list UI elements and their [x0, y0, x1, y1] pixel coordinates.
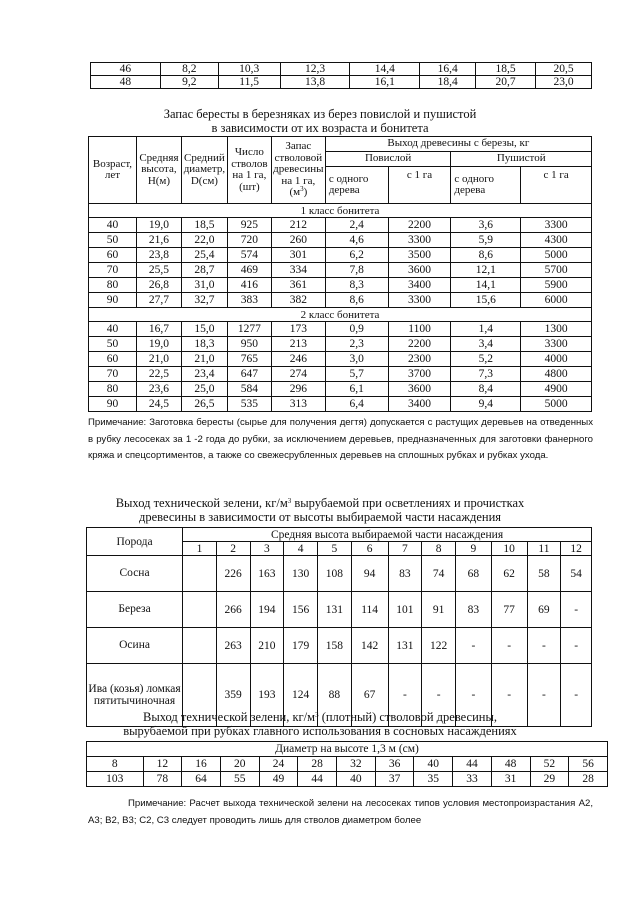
table-cell: 3500 — [388, 248, 451, 263]
table-cell: 4000 — [521, 352, 592, 367]
birch-bark-title-line1: Запас бересты в березняках из берез повислой и пушистой — [163, 107, 477, 121]
table-cell: 263 — [216, 628, 250, 664]
table-cell: 91 — [422, 592, 456, 628]
header-pubescent-per-ha: с 1 га — [521, 167, 592, 204]
table-cell: 2200 — [388, 218, 451, 233]
table-cell: 246 — [271, 352, 325, 367]
diameter-cell: 12 — [143, 757, 182, 772]
table-cell: 296 — [271, 382, 325, 397]
table-cell: 21,0 — [136, 352, 181, 367]
table-cell: 3400 — [388, 397, 451, 412]
table-cell: 60 — [89, 352, 137, 367]
green-main-title — [0, 710, 640, 738]
table-cell: 23,4 — [181, 367, 227, 382]
table-cell: 131 — [388, 628, 422, 664]
table-cell: 8,6 — [451, 248, 521, 263]
table-cell: - — [491, 664, 527, 727]
table-cell: 925 — [227, 218, 271, 233]
table-cell: 3700 — [388, 367, 451, 382]
table-cell: 7,3 — [451, 367, 521, 382]
header-diameter-at-1-3m: Диаметр на высоте 1,3 м (см) — [87, 742, 608, 757]
table-row — [89, 233, 592, 248]
table-cell: 2,3 — [325, 337, 388, 352]
table-cell: 5000 — [521, 397, 592, 412]
table-cell: 77 — [491, 592, 527, 628]
table-cell: - — [527, 664, 561, 727]
diameter-cell: 56 — [569, 757, 608, 772]
diameter-cell: 20 — [220, 757, 259, 772]
header-mean-height: Средняя высота выбираемой части насаждения — [183, 528, 592, 542]
table-cell: 5,9 — [451, 233, 521, 248]
birch-bark-table — [88, 136, 592, 412]
table-cell: 13,8 — [280, 76, 350, 89]
table-row — [89, 293, 592, 308]
table-cell: 313 — [271, 397, 325, 412]
table-cell: 26,5 — [181, 397, 227, 412]
table-cell: 382 — [271, 293, 325, 308]
table-cell: 131 — [318, 592, 352, 628]
table-cell: 2200 — [388, 337, 451, 352]
table-cell: 20,5 — [536, 63, 592, 76]
table-cell: 14,1 — [451, 278, 521, 293]
table-cell: 16,4 — [420, 63, 476, 76]
green-output-cell: 78 — [143, 772, 182, 787]
table-cell: 3600 — [388, 263, 451, 278]
table-cell: 3,4 — [451, 337, 521, 352]
site-class-label: 2 класс бонитета — [89, 308, 592, 322]
green-main-table-head — [87, 742, 608, 757]
table-cell: 21,0 — [181, 352, 227, 367]
table-cell: 26,8 — [136, 278, 181, 293]
green-thinning-title-rest: вырубаемой при осветлениях и прочистках — [291, 496, 525, 510]
table-cell: 6,2 — [325, 248, 388, 263]
table-cell: 3300 — [521, 337, 592, 352]
height-header-cell: 5 — [318, 542, 352, 556]
table-cell: 7,8 — [325, 263, 388, 278]
table-cell: 3300 — [388, 293, 451, 308]
species-name: Береза — [87, 592, 183, 628]
diameter-cell: 40 — [414, 757, 453, 772]
table-cell: 163 — [250, 556, 284, 592]
green-main-title-text: Выход технической зелени, кг/м — [143, 710, 316, 724]
height-header-cell: 1 — [183, 542, 217, 556]
header-pubescent: Пушистой — [451, 152, 592, 167]
green-main-table-body — [87, 757, 608, 787]
table-cell: 3300 — [388, 233, 451, 248]
green-output-cell: 28 — [569, 772, 608, 787]
table-cell: 194 — [250, 592, 284, 628]
table-cell: - — [561, 628, 592, 664]
table-cell: - — [561, 592, 592, 628]
table-row — [89, 397, 592, 412]
table-cell: 4,6 — [325, 233, 388, 248]
table-cell: 416 — [227, 278, 271, 293]
height-header-cell: 12 — [561, 542, 592, 556]
table-cell: 584 — [227, 382, 271, 397]
height-header-cell: 7 — [388, 542, 422, 556]
table-cell: 2,4 — [325, 218, 388, 233]
green-main-title-line2: вырубаемой при рубках главного использования в сосновых насаждениях — [123, 724, 517, 738]
table-row — [89, 352, 592, 367]
header-height: Средняя высота, Н(м) — [136, 137, 181, 204]
table-cell: 54 — [561, 556, 592, 592]
height-header-cell: 9 — [456, 542, 492, 556]
height-header-cell: 6 — [351, 542, 388, 556]
table-row — [89, 278, 592, 293]
green-output-cell: 44 — [298, 772, 337, 787]
table-cell: 8,4 — [451, 382, 521, 397]
header-age: Возраст, лет — [89, 137, 137, 204]
table-cell: 3,0 — [325, 352, 388, 367]
header-output: Выход древесины с березы, кг — [325, 137, 591, 152]
diameter-row — [87, 757, 608, 772]
green-output-row — [87, 772, 608, 787]
table-cell: 1,4 — [451, 322, 521, 337]
green-output-cell: 31 — [491, 772, 530, 787]
table-row — [89, 248, 592, 263]
height-header-cell: 11 — [527, 542, 561, 556]
table-cell: 156 — [284, 592, 318, 628]
header-stock — [271, 137, 325, 204]
birch-bark-table-body — [89, 204, 592, 412]
height-header-cell: 10 — [491, 542, 527, 556]
table-cell: 60 — [89, 248, 137, 263]
green-main-title-rest: (плотный) стволовой древесины, — [318, 710, 497, 724]
table-cell: 765 — [227, 352, 271, 367]
table-cell: - — [527, 628, 561, 664]
green-output-cell: 49 — [259, 772, 298, 787]
table-cell — [183, 592, 217, 628]
table-cell: 80 — [89, 278, 137, 293]
table-cell: 25,0 — [181, 382, 227, 397]
table-cell: 3400 — [388, 278, 451, 293]
table-row — [89, 382, 592, 397]
table-cell: 25,4 — [181, 248, 227, 263]
table-cell: 361 — [271, 278, 325, 293]
table-row — [89, 322, 592, 337]
table-row — [89, 263, 592, 278]
table-cell: 94 — [351, 556, 388, 592]
table-cell: 15,6 — [451, 293, 521, 308]
table-cell: 6,4 — [325, 397, 388, 412]
diameter-cell: 44 — [453, 757, 492, 772]
green-thinning-table-head — [87, 528, 592, 556]
table-cell: - — [388, 664, 422, 727]
table-cell: 20,7 — [476, 76, 536, 89]
table-cell: 130 — [284, 556, 318, 592]
table-cell: 4900 — [521, 382, 592, 397]
table-cell: 8,2 — [160, 63, 218, 76]
table-cell: 40 — [89, 218, 137, 233]
green-thinning-title — [0, 496, 640, 524]
table-cell: 58 — [527, 556, 561, 592]
green-output-cell: 33 — [453, 772, 492, 787]
green-output-cell: 35 — [414, 772, 453, 787]
table-cell: 74 — [422, 556, 456, 592]
header-stock-text: Запас стволовой древесины на 1 га, (м — [273, 140, 324, 199]
table-cell: 3600 — [388, 382, 451, 397]
table-cell: 90 — [89, 293, 137, 308]
table-cell: 226 — [216, 556, 250, 592]
table-cell: 6,1 — [325, 382, 388, 397]
site-class-label: 1 класс бонитета — [89, 204, 592, 218]
table-cell: 5,7 — [325, 367, 388, 382]
table-cell: 48 — [91, 76, 161, 89]
table-cell: 19,0 — [136, 337, 181, 352]
table-cell: 122 — [422, 628, 456, 664]
table-cell: 23,8 — [136, 248, 181, 263]
table-cell: 101 — [388, 592, 422, 628]
green-thinning-table — [86, 527, 592, 727]
diameter-cell: 32 — [337, 757, 376, 772]
table-cell: 69 — [527, 592, 561, 628]
table-cell: 5000 — [521, 248, 592, 263]
table-cell: 67 — [351, 664, 388, 727]
table-cell: 5,2 — [451, 352, 521, 367]
site-class-row — [89, 204, 592, 218]
table-cell: - — [422, 664, 456, 727]
table-cell: 19,0 — [136, 218, 181, 233]
table-cell: 212 — [271, 218, 325, 233]
table-cell: 8,6 — [325, 293, 388, 308]
table-cell: 31,0 — [181, 278, 227, 293]
table-cell: 210 — [250, 628, 284, 664]
green-output-cell: 37 — [375, 772, 414, 787]
diameter-cell: 24 — [259, 757, 298, 772]
header-pubescent-per-tree: с одного дерева — [451, 167, 521, 204]
top-continuation-table — [90, 62, 592, 89]
table-cell: 90 — [89, 397, 137, 412]
table-cell: 83 — [388, 556, 422, 592]
green-output-cell: 40 — [337, 772, 376, 787]
table-cell: 266 — [216, 592, 250, 628]
table-cell: 213 — [271, 337, 325, 352]
table-cell: - — [456, 628, 492, 664]
table-cell: 18,4 — [420, 76, 476, 89]
table-row — [87, 628, 592, 664]
green-main-title-sup: 3 — [315, 711, 319, 719]
birch-bark-title — [0, 107, 640, 135]
diameter-cell: 28 — [298, 757, 337, 772]
table-cell: - — [456, 664, 492, 727]
height-header-cell: 4 — [284, 542, 318, 556]
green-thinning-table-body — [87, 556, 592, 727]
table-cell: 535 — [227, 397, 271, 412]
table-cell: 23,0 — [536, 76, 592, 89]
green-output-cell: 64 — [182, 772, 221, 787]
green-output-cell: 55 — [220, 772, 259, 787]
table-cell: 1100 — [388, 322, 451, 337]
table-cell: 950 — [227, 337, 271, 352]
table-cell: 46 — [91, 63, 161, 76]
table-cell — [183, 556, 217, 592]
species-name: Осина — [87, 628, 183, 664]
birch-bark-note: Примечание: Заготовка бересты (сырье для получения дегтя) допускается с растущих деревьев на отведенных в рубку лесосеках за 1 -2 года до рубки, за исключением деревьев, предназначенных для заготовки фанерного кряжа и спецсортиментов, а также со свежесрубленных деревьев на сплошных рубках и рубках ухода. — [88, 417, 593, 461]
table-cell: 179 — [284, 628, 318, 664]
site-class-row — [89, 308, 592, 322]
table-cell: - — [491, 628, 527, 664]
table-cell: 124 — [284, 664, 318, 727]
table-cell: 24,5 — [136, 397, 181, 412]
diameter-cell: 16 — [182, 757, 221, 772]
table-cell: 108 — [318, 556, 352, 592]
table-cell: 12,1 — [451, 263, 521, 278]
green-output-cell: 29 — [530, 772, 569, 787]
table-cell: 0,9 — [325, 322, 388, 337]
table-cell: 301 — [271, 248, 325, 263]
table-cell: 18,5 — [181, 218, 227, 233]
header-stems: Число стволов на 1 га, (шт) — [227, 137, 271, 204]
header-diameter: Средний диаметр, D(см) — [181, 137, 227, 204]
green-output-cell: 103 — [87, 772, 144, 787]
table-cell: 70 — [89, 263, 137, 278]
header-pendula: Повислой — [325, 152, 451, 167]
table-cell: 193 — [250, 664, 284, 727]
table-cell: 274 — [271, 367, 325, 382]
table-cell: 68 — [456, 556, 492, 592]
final-note: Примечание: Расчет выхода технической зелени на лесосеках типов условия местопроизрастания А2, А3; В2, В3; С2, С3 следует проводить лишь для стволов диаметром более — [88, 798, 593, 826]
table-row — [87, 556, 592, 592]
table-cell: 1300 — [521, 322, 592, 337]
table-cell: 173 — [271, 322, 325, 337]
table-cell: 18,5 — [476, 63, 536, 76]
table-cell: 22,0 — [181, 233, 227, 248]
table-cell: 14,4 — [350, 63, 420, 76]
table-cell: 62 — [491, 556, 527, 592]
table-cell: 15,0 — [181, 322, 227, 337]
table-cell: 21,6 — [136, 233, 181, 248]
table-cell: 22,5 — [136, 367, 181, 382]
table-cell: 70 — [89, 367, 137, 382]
diameter-cell: 36 — [375, 757, 414, 772]
table-cell: 359 — [216, 664, 250, 727]
height-header-cell: 8 — [422, 542, 456, 556]
table-cell: 32,7 — [181, 293, 227, 308]
header-pendula-per-tree: с одного дерева — [325, 167, 388, 204]
table-cell: 1277 — [227, 322, 271, 337]
green-thinning-title-line1 — [0, 496, 640, 510]
table-cell: 574 — [227, 248, 271, 263]
table-cell: 720 — [227, 233, 271, 248]
table-row — [91, 76, 592, 89]
table-cell: 12,3 — [280, 63, 350, 76]
top-table-body — [91, 63, 592, 89]
height-header-cell: 3 — [250, 542, 284, 556]
table-cell: 8,3 — [325, 278, 388, 293]
table-cell: 9,4 — [451, 397, 521, 412]
green-thinning-title-sup: 3 — [287, 497, 292, 505]
table-cell: 50 — [89, 233, 137, 248]
table-cell: 142 — [351, 628, 388, 664]
table-cell: 27,7 — [136, 293, 181, 308]
table-cell: 16,1 — [350, 76, 420, 89]
header-pendula-per-ha: с 1 га — [388, 167, 451, 204]
table-cell: 50 — [89, 337, 137, 352]
height-header-cell: 2 — [216, 542, 250, 556]
table-cell: 25,5 — [136, 263, 181, 278]
birch-bark-table-head — [89, 137, 592, 204]
table-cell: 469 — [227, 263, 271, 278]
table-cell: - — [561, 664, 592, 727]
table-cell: 88 — [318, 664, 352, 727]
table-row — [91, 63, 592, 76]
diameter-cell: 52 — [530, 757, 569, 772]
green-thinning-title-text: Выход технической зелени, кг/м — [115, 496, 288, 510]
table-row — [89, 367, 592, 382]
table-cell: 80 — [89, 382, 137, 397]
header-stock-sup: 3 — [300, 185, 304, 194]
table-cell: 5900 — [521, 278, 592, 293]
table-cell: 11,5 — [218, 76, 280, 89]
table-cell: 114 — [351, 592, 388, 628]
table-cell: 4800 — [521, 367, 592, 382]
table-cell: 3,6 — [451, 218, 521, 233]
diameter-cell: 8 — [87, 757, 144, 772]
table-cell: 158 — [318, 628, 352, 664]
table-row — [89, 337, 592, 352]
species-name: Ива (козья) ломкая пятитычиночная — [87, 664, 183, 727]
table-row — [87, 592, 592, 628]
table-cell: 3300 — [521, 218, 592, 233]
table-cell: 40 — [89, 322, 137, 337]
table-cell: 9,2 — [160, 76, 218, 89]
table-cell: 647 — [227, 367, 271, 382]
birch-bark-title-line2: в зависимости от их возраста и бонитета — [211, 121, 429, 135]
table-cell: 5700 — [521, 263, 592, 278]
table-cell: 83 — [456, 592, 492, 628]
table-cell: 260 — [271, 233, 325, 248]
green-main-title-line1 — [0, 710, 640, 724]
diameter-cell: 48 — [491, 757, 530, 772]
table-cell: 2300 — [388, 352, 451, 367]
table-cell: 6000 — [521, 293, 592, 308]
table-cell: 18,3 — [181, 337, 227, 352]
green-main-table — [86, 741, 608, 787]
table-cell: 23,6 — [136, 382, 181, 397]
table-cell — [183, 628, 217, 664]
table-row — [89, 218, 592, 233]
table-cell: 334 — [271, 263, 325, 278]
table-cell: 383 — [227, 293, 271, 308]
table-cell: 4300 — [521, 233, 592, 248]
table-cell: 16,7 — [136, 322, 181, 337]
species-name: Сосна — [87, 556, 183, 592]
table-cell: 28,7 — [181, 263, 227, 278]
green-thinning-title-line2: древесины в зависимости от высоты выбираемой части насаждения — [138, 510, 502, 524]
header-species: Порода — [87, 528, 183, 556]
table-cell: 10,3 — [218, 63, 280, 76]
header-stock-close: ) — [303, 186, 308, 199]
